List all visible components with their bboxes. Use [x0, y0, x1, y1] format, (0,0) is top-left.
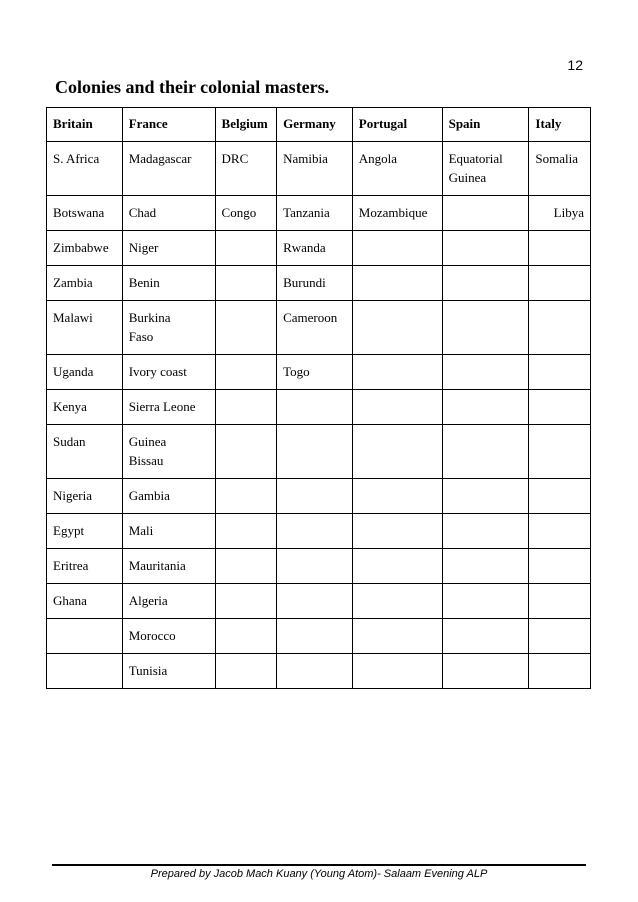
table-cell-germany	[277, 425, 353, 479]
table-cell-spain	[442, 301, 529, 355]
column-header-belgium: Belgium	[215, 108, 277, 142]
footer-divider	[52, 864, 586, 866]
table-cell-britain: Kenya	[47, 390, 123, 425]
table-cell-spain	[442, 619, 529, 654]
table-cell-france: Burkina Faso	[122, 301, 215, 355]
table-cell-germany: Burundi	[277, 266, 353, 301]
table-cell-britain: Ghana	[47, 584, 123, 619]
table-cell-portugal	[352, 355, 442, 390]
table-cell-italy	[529, 301, 591, 355]
footer-text: Prepared by Jacob Mach Kuany (Young Atom)- Salaam Evening ALP	[150, 868, 488, 880]
column-header-italy: Italy	[529, 108, 591, 142]
table-cell-france: Mauritania	[122, 549, 215, 584]
table-cell-britain: Sudan	[47, 425, 123, 479]
table-row	[47, 654, 591, 689]
table-cell-britain: Zimbabwe	[47, 231, 123, 266]
table-cell-spain	[442, 479, 529, 514]
table-body	[47, 142, 591, 689]
table-cell-spain	[442, 584, 529, 619]
table-cell-britain: Uganda	[47, 355, 123, 390]
colonies-table	[46, 107, 591, 689]
column-header-portugal: Portugal	[352, 108, 442, 142]
table-row	[47, 301, 591, 355]
table-cell-germany: Namibia	[277, 142, 353, 196]
table-cell-portugal	[352, 654, 442, 689]
page-title: Colonies and their colonial masters.	[55, 77, 330, 97]
table-row	[47, 231, 591, 266]
table-cell-britain: Egypt	[47, 514, 123, 549]
table-cell-spain	[442, 514, 529, 549]
table-cell-portugal	[352, 479, 442, 514]
table-cell-germany	[277, 549, 353, 584]
table-cell-belgium	[215, 266, 277, 301]
table-row	[47, 479, 591, 514]
table-cell-britain: Malawi	[47, 301, 123, 355]
table-cell-france: Madagascar	[122, 142, 215, 196]
table-cell-belgium: DRC	[215, 142, 277, 196]
table-cell-belgium	[215, 549, 277, 584]
table-cell-belgium	[215, 390, 277, 425]
table-cell-italy: Somalia	[529, 142, 591, 196]
table-cell-belgium	[215, 654, 277, 689]
table-cell-portugal	[352, 266, 442, 301]
table-cell-portugal	[352, 231, 442, 266]
table-cell-spain: Equatorial Guinea	[442, 142, 529, 196]
table-cell-germany	[277, 514, 353, 549]
table-cell-spain	[442, 654, 529, 689]
table-cell-france: Guinea Bissau	[122, 425, 215, 479]
table-cell-germany	[277, 479, 353, 514]
column-header-germany: Germany	[277, 108, 353, 142]
table-cell-germany: Cameroon	[277, 301, 353, 355]
table-cell-britain	[47, 654, 123, 689]
table-cell-germany: Togo	[277, 355, 353, 390]
table-cell-spain	[442, 390, 529, 425]
table-cell-france: Niger	[122, 231, 215, 266]
table-cell-portugal	[352, 549, 442, 584]
table-cell-spain	[442, 196, 529, 231]
table-cell-italy	[529, 425, 591, 479]
table-row	[47, 619, 591, 654]
table-cell-britain: Eritrea	[47, 549, 123, 584]
table-cell-italy: Libya	[529, 196, 591, 231]
table-cell-spain	[442, 549, 529, 584]
table-cell-belgium	[215, 514, 277, 549]
table-cell-france: Chad	[122, 196, 215, 231]
table-row	[47, 142, 591, 196]
table-cell-france: Tunisia	[122, 654, 215, 689]
table-cell-france: Mali	[122, 514, 215, 549]
table-cell-france: Ivory coast	[122, 355, 215, 390]
table-row	[47, 584, 591, 619]
table-cell-spain	[442, 231, 529, 266]
table-cell-portugal	[352, 514, 442, 549]
table-cell-france: Gambia	[122, 479, 215, 514]
table-cell-france: Benin	[122, 266, 215, 301]
table-cell-belgium	[215, 584, 277, 619]
table-cell-italy	[529, 514, 591, 549]
table-cell-germany: Tanzania	[277, 196, 353, 231]
table-cell-spain	[442, 266, 529, 301]
table-cell-france: Algeria	[122, 584, 215, 619]
table-cell-britain: S. Africa	[47, 142, 123, 196]
table-cell-germany	[277, 584, 353, 619]
table-row	[47, 549, 591, 584]
column-header-france: France	[122, 108, 215, 142]
table-cell-portugal	[352, 425, 442, 479]
table-cell-italy	[529, 654, 591, 689]
table-cell-germany	[277, 619, 353, 654]
column-header-spain: Spain	[442, 108, 529, 142]
table-cell-portugal	[352, 301, 442, 355]
table-cell-france: Sierra Leone	[122, 390, 215, 425]
table-cell-britain: Botswana	[47, 196, 123, 231]
table-row	[47, 514, 591, 549]
table-cell-spain	[442, 355, 529, 390]
table-cell-germany: Rwanda	[277, 231, 353, 266]
table-cell-belgium	[215, 619, 277, 654]
page-number: 12	[567, 57, 583, 73]
table-cell-portugal: Mozambique	[352, 196, 442, 231]
table-row	[47, 355, 591, 390]
table-cell-britain: Zambia	[47, 266, 123, 301]
table-cell-belgium	[215, 479, 277, 514]
table-cell-belgium: Congo	[215, 196, 277, 231]
table-cell-germany	[277, 390, 353, 425]
table-cell-italy	[529, 619, 591, 654]
table-row	[47, 266, 591, 301]
table-cell-belgium	[215, 355, 277, 390]
table-cell-france: Morocco	[122, 619, 215, 654]
table-cell-belgium	[215, 425, 277, 479]
table-cell-italy	[529, 390, 591, 425]
table-cell-portugal	[352, 390, 442, 425]
table-cell-belgium	[215, 231, 277, 266]
table-cell-germany	[277, 654, 353, 689]
table-cell-spain	[442, 425, 529, 479]
table-cell-italy	[529, 584, 591, 619]
table-cell-britain: Nigeria	[47, 479, 123, 514]
table-cell-britain	[47, 619, 123, 654]
table-row	[47, 425, 591, 479]
table-cell-portugal: Angola	[352, 142, 442, 196]
table-cell-italy	[529, 549, 591, 584]
table-cell-portugal	[352, 584, 442, 619]
table-cell-belgium	[215, 301, 277, 355]
column-header-britain: Britain	[47, 108, 123, 142]
table-cell-italy	[529, 479, 591, 514]
table-row	[47, 196, 591, 231]
table-header-row	[47, 108, 591, 142]
table-cell-portugal	[352, 619, 442, 654]
table-row	[47, 390, 591, 425]
table-cell-italy	[529, 266, 591, 301]
table-cell-italy	[529, 231, 591, 266]
table-cell-italy	[529, 355, 591, 390]
